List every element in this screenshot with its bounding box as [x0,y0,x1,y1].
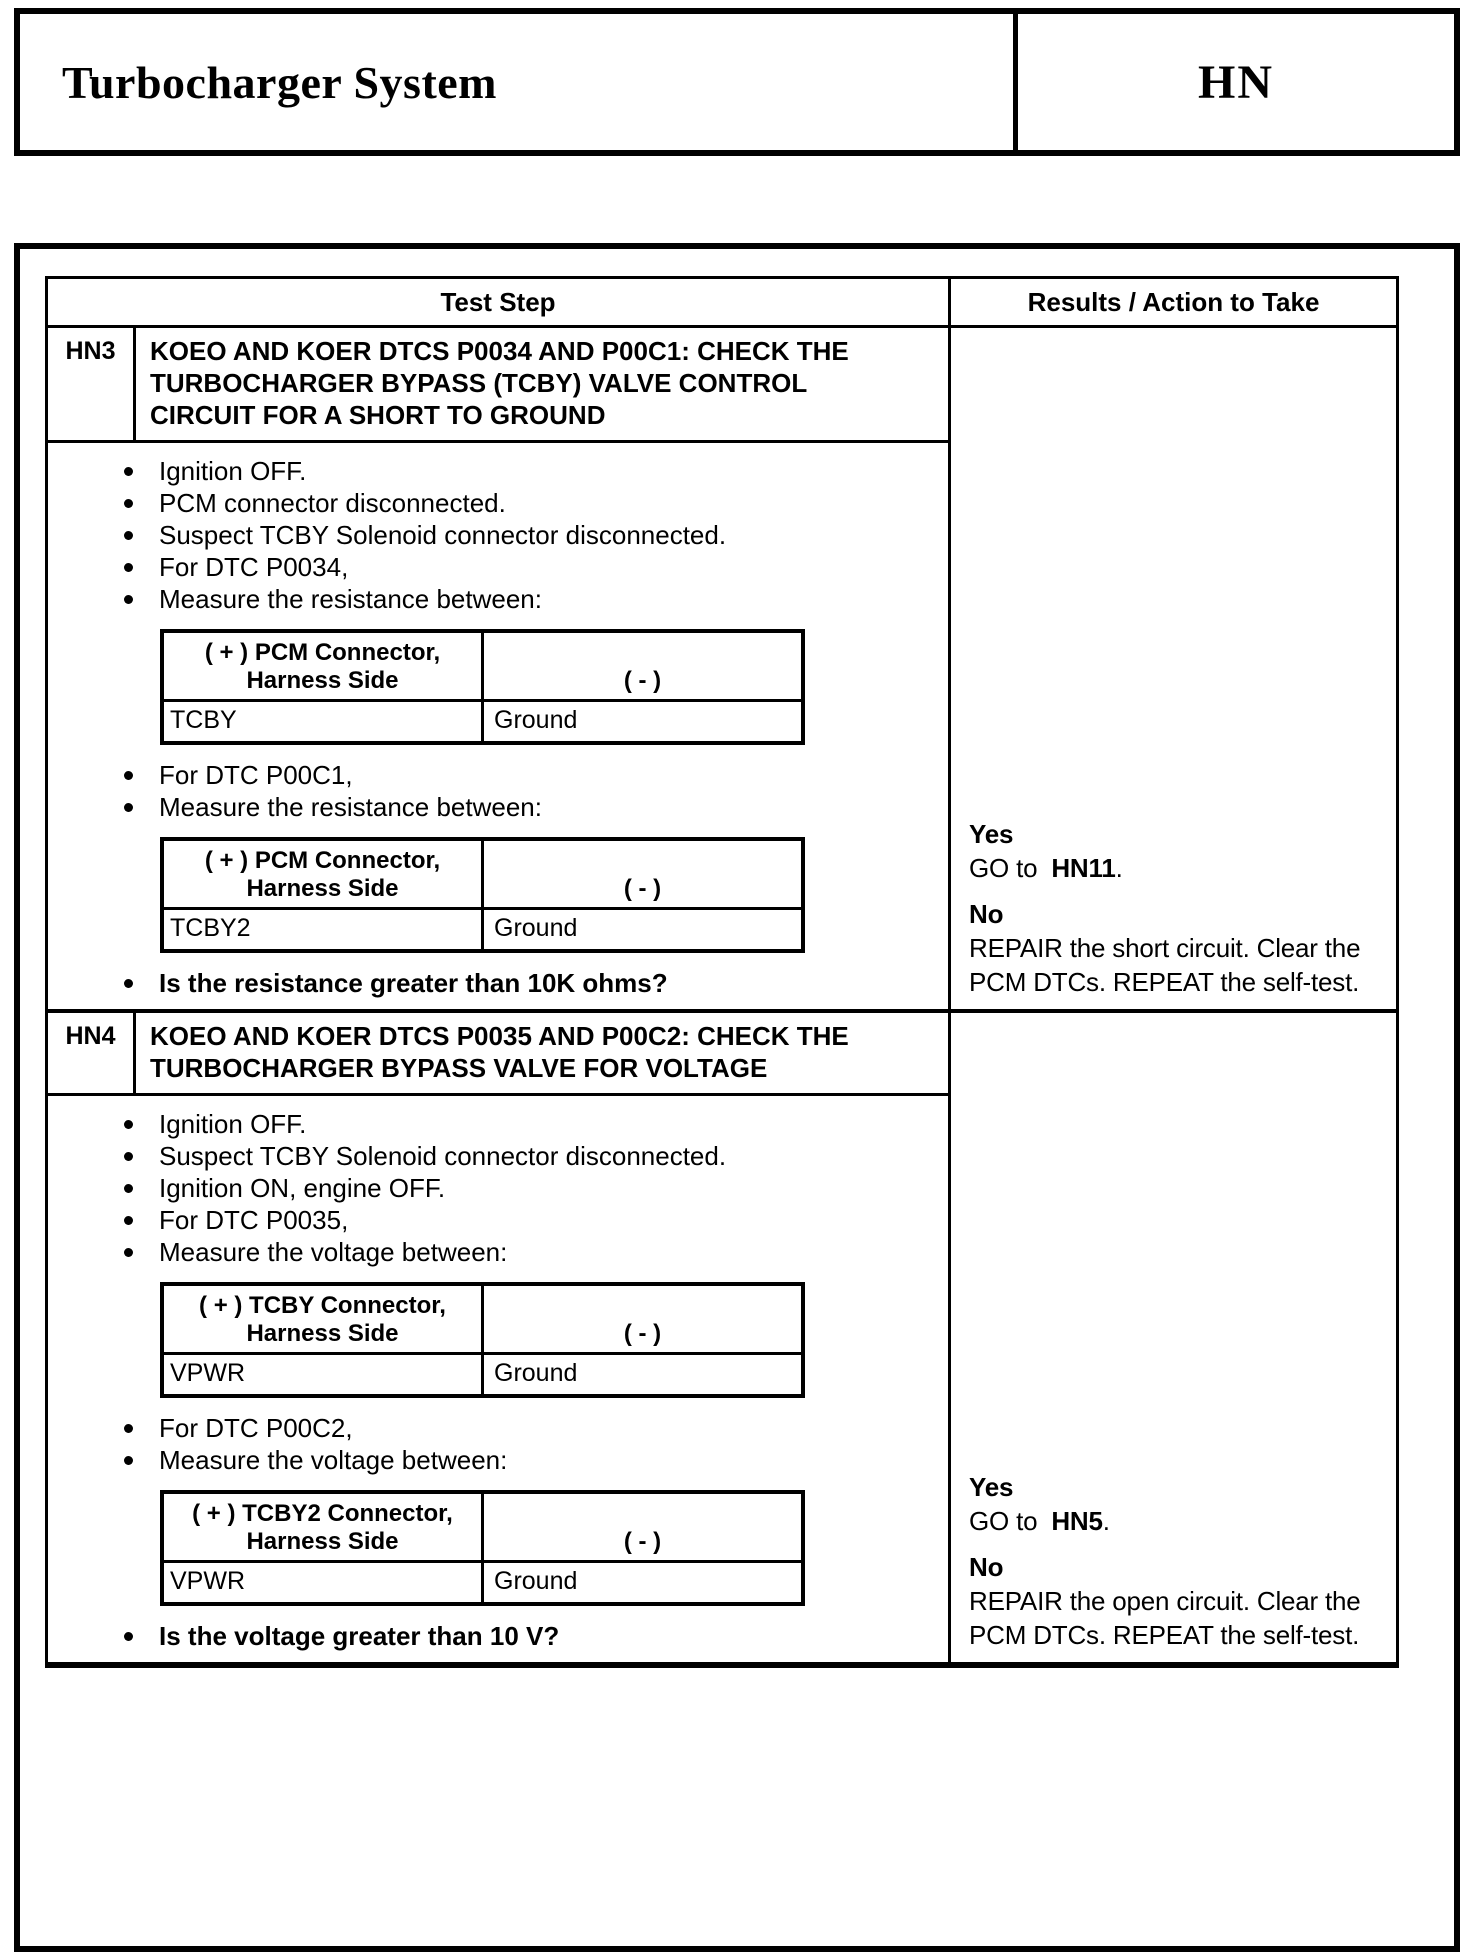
connector-positive-line1: ( + ) TCBY2 Connector, [192,1500,453,1527]
results-cell [951,328,1396,1009]
step-id: HN4 [48,1013,136,1093]
step-row-hn3 [48,328,1396,1013]
bullet-text: PCM connector disconnected. [159,488,506,518]
bullet-item [48,1140,948,1172]
goto-suffix: . [1115,853,1123,883]
bullet-icon [124,563,133,572]
bullet-item [48,1444,948,1476]
connector-pin: VPWR [164,1355,484,1394]
bullet-text: For DTC P0034, [159,552,349,582]
diagnostic-table [45,276,1399,1668]
connector-table-row [164,1563,801,1602]
bullet-text: Suspect TCBY Solenoid connector disconnected. [159,520,727,550]
connector-positive-header [164,633,484,699]
step-id: HN3 [48,328,136,440]
bullet-item [48,551,948,583]
goto-text: GO to [969,853,1038,883]
step-question [48,967,948,999]
connector-table [160,1282,805,1398]
bullet-icon [124,803,133,812]
connector-reference: Ground [494,914,578,942]
connector-table-header [164,633,801,702]
section-code-cell [1018,14,1454,150]
connector-table [160,837,805,953]
bullet-text: Measure the voltage between: [159,1237,508,1267]
connector-positive-header [164,1286,484,1352]
results-yes-label: Yes [969,1472,1014,1502]
results-yes-label: Yes [969,819,1014,849]
results-no-action: REPAIR the short circuit. Clear the PCM DTCs. REPEAT the self-test. [969,933,1361,997]
connector-positive-line2: Harness Side [246,1320,399,1347]
bullet-item [48,1172,948,1204]
connector-positive-line2: Harness Side [246,875,399,902]
step-question [48,1620,948,1652]
connector-reference: Ground [494,1567,578,1595]
connector-pin: VPWR [164,1563,484,1602]
bullet-icon [124,1120,133,1129]
connector-negative-header: ( - ) [623,1320,662,1347]
results-no-action: REPAIR the open circuit. Clear the PCM DTCs. REPEAT the self-test. [969,1586,1361,1650]
test-step-cell [48,1013,951,1662]
goto-suffix: . [1102,1506,1110,1536]
connector-negative-header: ( - ) [623,1528,662,1555]
bullet-icon [124,531,133,540]
step-procedure [48,443,948,1009]
connector-negative-header: ( - ) [623,667,662,694]
connector-positive-line2: Harness Side [246,1528,399,1555]
connector-pin: TCBY [164,702,484,741]
connector-pin: TCBY2 [164,910,484,949]
connector-positive-header [164,841,484,907]
results-cell [951,1013,1396,1662]
bullet-text: For DTC P00C2, [159,1413,353,1443]
step-title: KOEO AND KOER DTCS P0035 AND P00C2: CHECK THE TURBOCHARGER BYPASS VALVE FOR VOLTAGE [150,1021,849,1083]
step-title: KOEO AND KOER DTCS P0034 AND P00C1: CHECK THE TURBOCHARGER BYPASS (TCBY) VALVE CONTROL CIRCUIT FOR A SHORT TO GROUND [150,336,849,430]
question-text: Is the resistance greater than 10K ohms? [159,968,668,998]
bullet-text: Ignition OFF. [159,1109,307,1139]
column-header-results: Results / Action to Take [1027,287,1320,317]
bullet-item [48,1236,948,1268]
bullet-item [48,1204,948,1236]
column-header-test-step: Test Step [48,279,951,325]
bullet-text: Ignition ON, engine OFF. [159,1173,446,1203]
results-yes-action [969,851,1390,885]
bullet-icon [124,1456,133,1465]
page-header-box [14,8,1460,156]
section-code: HN [1198,55,1274,109]
connector-table [160,629,805,745]
bullet-item [48,583,948,615]
bullet-icon [124,595,133,604]
page-title-cell [20,14,1018,150]
connector-table [160,1490,805,1606]
bullet-icon [124,1216,133,1225]
bullet-text: Suspect TCBY Solenoid connector disconnected. [159,1141,727,1171]
step-title-bar [48,328,948,443]
goto-target: HN11 [1051,853,1116,883]
bullet-item [48,487,948,519]
bullet-text: Measure the voltage between: [159,1445,508,1475]
bullet-item [48,759,948,791]
bullet-icon [124,1184,133,1193]
connector-table-row [164,910,801,949]
connector-table-row [164,1355,801,1394]
connector-positive-header [164,1494,484,1560]
test-step-cell [48,328,951,1009]
connector-table-header [164,1286,801,1355]
bullet-item [48,519,948,551]
goto-text: GO to [969,1506,1038,1536]
connector-reference: Ground [494,1359,578,1387]
page-title: Turbocharger System [62,56,497,108]
bullet-text: Ignition OFF. [159,456,307,486]
bullet-item [48,1412,948,1444]
results-no-label: No [969,899,1004,929]
bullet-item [48,791,948,823]
bullet-icon [124,499,133,508]
step-title-bar [48,1013,948,1096]
content-frame [14,243,1460,1952]
table-header-row [48,279,1396,328]
connector-positive-line1: ( + ) PCM Connector, [204,847,441,874]
bullet-icon [124,467,133,476]
bullet-icon [124,1632,133,1641]
bullet-text: Measure the resistance between: [159,584,542,614]
goto-target: HN5 [1051,1506,1103,1536]
bullet-text: For DTC P00C1, [159,760,353,790]
connector-positive-line1: ( + ) PCM Connector, [204,639,441,666]
bullet-icon [124,1424,133,1433]
bullet-text: Measure the resistance between: [159,792,542,822]
connector-table-header [164,841,801,910]
results-no-label: No [969,1552,1004,1582]
connector-table-row [164,702,801,741]
question-text: Is the voltage greater than 10 V? [159,1621,560,1651]
results-yes-action [969,1504,1390,1538]
bullet-icon [124,979,133,988]
connector-positive-line1: ( + ) TCBY Connector, [199,1292,446,1319]
connector-table-header [164,1494,801,1563]
connector-reference: Ground [494,706,578,734]
connector-positive-line2: Harness Side [246,667,399,694]
step-row-hn4 [48,1013,1396,1662]
bullet-icon [124,771,133,780]
bullet-item [48,1108,948,1140]
connector-negative-header: ( - ) [623,875,662,902]
bullet-item [48,455,948,487]
bullet-text: For DTC P0035, [159,1205,349,1235]
step-procedure [48,1096,948,1662]
bullet-icon [124,1152,133,1161]
bullet-icon [124,1248,133,1257]
